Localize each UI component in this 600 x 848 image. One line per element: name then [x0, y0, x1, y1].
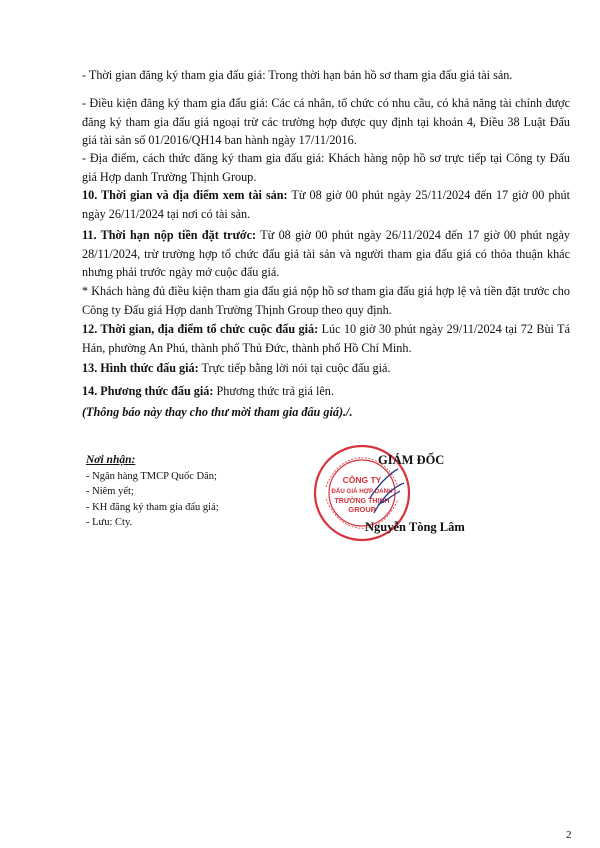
paragraph-registration-conditions: - Điều kiện đăng ký tham gia đấu giá: Các cá nhân, tổ chức có nhu cầu, có khả năng tài chính được đăng ký tham gia đấu giá ngoại trừ các trường hợp được quy định tại khoản 4, Điều 38 Luật Đấu giá tài sản số 01/2016/QH14 ban hành ngày 17/11/2016.: [82, 96, 570, 148]
recipient-item: - Niêm yết;: [86, 486, 134, 497]
svg-text:CÔNG TY: CÔNG TY: [342, 475, 382, 485]
signer-name: Nguyễn Tòng Lâm: [365, 520, 465, 534]
closing-note: (Thông báo này thay cho thư mời tham gia đấu giá)./.: [82, 405, 353, 419]
paragraph-section-12: 12. Thời gian, địa điểm tổ chức cuộc đấu giá: Lúc 10 giờ 30 phút ngày 29/11/2024 tại 72 Bùi Tá Hán, phường An Phú, thành phố Thủ Đức, thành phố Hồ Chí Minh.: [82, 322, 570, 355]
recipients-block: [86, 453, 219, 531]
paragraph-section-11: 11. Thời hạn nộp tiền đặt trước: Từ 08 giờ 00 phút ngày 26/11/2024 đến 17 giờ 00 phút ngày 28/11/2024, trừ trường hợp tổ chức đấu giá tài sản và người tham gia đấu giá có thỏa thuận khác nhưng phải trước ngày mở cuộc đấu giá.: [82, 228, 570, 280]
recipient-item: - Lưu: Cty.: [86, 517, 133, 528]
page-number: 2: [566, 829, 572, 841]
paragraph-section-13: 13. Hình thức đấu giá: Trực tiếp bằng lời nói tại cuộc đấu giá.: [82, 361, 391, 375]
paragraph-section-14: 14. Phương thức đấu giá: Phương thức trả giá lên.: [82, 384, 334, 398]
recipient-item: - Ngân hàng TMCP Quốc Dân;: [86, 470, 217, 482]
paragraph-deposit-note: * Khách hàng đủ điều kiện tham gia đấu giá nộp hồ sơ tham gia đấu giá hợp lệ và tiền đặt trước cho Công ty Đấu giá Hợp danh Trường Thịnh Group theo quy định.: [82, 284, 570, 317]
signature-title: GIÁM ĐỐC: [378, 453, 445, 467]
paragraph-registration-location: - Địa điểm, cách thức đăng ký tham gia đấu giá: Khách hàng nộp hồ sơ trực tiếp tại Công ty Đấu giá Hợp danh Trường Thịnh Group.: [82, 151, 570, 184]
svg-text:ĐẤU GIÁ HỢP DANH: ĐẤU GIÁ HỢP DANH: [331, 488, 393, 495]
paragraph-section-10: 10. Thời gian và địa điểm xem tài sản: Từ 08 giờ 00 phút ngày 25/11/2024 đến 17 giờ 00 phút ngày 26/11/2024 tại nơi có tài sản.: [82, 188, 570, 221]
svg-text:GROUP: GROUP: [348, 505, 376, 514]
recipients-title: Nơi nhận:: [86, 454, 136, 466]
paragraph-registration-time: - Thời gian đăng ký tham gia đấu giá: Trong thời hạn bán hồ sơ tham gia đấu giá tài sản.: [82, 68, 513, 82]
recipient-item: - KH đăng ký tham gia đấu giá;: [86, 501, 219, 513]
svg-text:TRƯỜNG THỊNH: TRƯỜNG THỊNH: [334, 498, 390, 505]
